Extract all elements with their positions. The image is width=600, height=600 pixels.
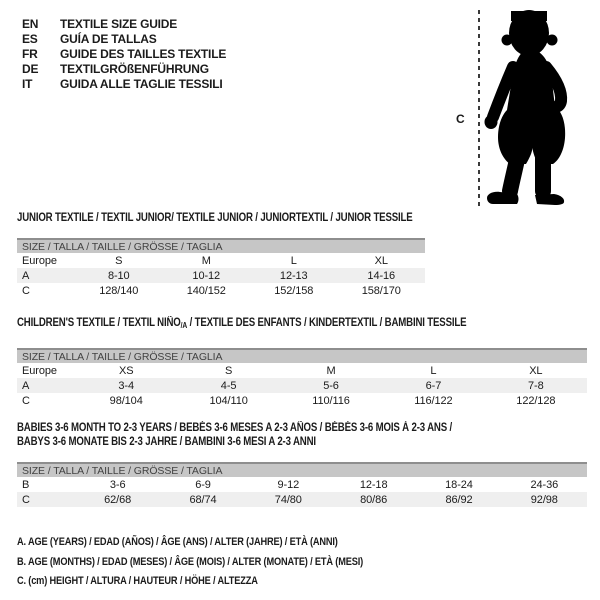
size-value-cell: L (290, 254, 297, 267)
size-value-cell: 104/110 (209, 394, 248, 407)
height-measure-label: C (456, 112, 465, 126)
size-value-cell: 80/86 (360, 493, 388, 506)
size-header-bar: SIZE / TALLA / TAILLE / GRÖSSE / TAGLIA (17, 238, 425, 253)
language-title: TEXTILGRÖßENFÜHRUNG (60, 61, 209, 76)
size-value-cell: XS (118, 364, 134, 377)
babies-size-table (17, 462, 587, 507)
size-value-cell: 3-6 (109, 478, 126, 491)
language-code: ES (22, 31, 38, 46)
footnote-b: B. AGE (MONTHS) / EDAD (MESES) / ÂGE (MOIS) / ALTER (MONATE) / ETÀ (MESI) (17, 555, 364, 568)
height-dashed-line (478, 10, 480, 207)
size-value-cell: XL (374, 254, 388, 267)
size-value-cell: XL (529, 364, 543, 377)
size-value-cell: 24-36 (530, 478, 559, 491)
size-value-cell: 140/152 (186, 284, 226, 297)
size-value-cell: 86/92 (445, 493, 473, 506)
row-label: B (22, 478, 30, 491)
table-row-europe (17, 253, 425, 268)
language-legend (22, 16, 226, 91)
junior-size-table (17, 238, 425, 298)
language-title: TEXTILE SIZE GUIDE (60, 16, 178, 31)
size-value-cell: 7-8 (528, 379, 544, 392)
table-row-height (17, 283, 425, 298)
table-row-age (17, 378, 587, 393)
table-row-height (17, 393, 587, 408)
size-value-cell: 68/74 (189, 493, 217, 506)
size-value-cell: 128/140 (99, 284, 139, 297)
language-title: GUIDA ALLE TAGLIE TESSILI (60, 76, 223, 91)
table-row-height (17, 492, 587, 507)
language-row-es (22, 31, 226, 46)
size-value-cell: 6-9 (195, 478, 211, 491)
language-code: EN (22, 16, 39, 31)
size-value-cell: 152/158 (274, 284, 314, 297)
size-value-cell: 62/68 (104, 493, 132, 506)
size-value-cell: 18-24 (445, 478, 473, 491)
size-value-cell: M (326, 364, 336, 377)
size-value-cell: S (224, 364, 233, 377)
size-value-cell: 116/122 (414, 394, 453, 407)
row-label: Europe (22, 254, 57, 267)
section-title-babies: BABIES 3-6 MONTH TO 2-3 YEARS / BEBÉS 3-6 MESES A 2-3 AÑOS / BÉBÉS 3-6 MOIS À 2-3 ANS / BABYS 3-6 MONATE BIS 2-3 JAHRE / BAMBINI 3-6 MESI A 2-3 ANNI (17, 422, 453, 448)
row-label: C (22, 394, 30, 407)
size-value-cell: 122/128 (516, 394, 556, 407)
size-value-cell: 9-12 (277, 478, 300, 491)
row-label: A (22, 269, 30, 282)
size-value-cell: 4-5 (220, 379, 237, 392)
table-row-age (17, 268, 425, 283)
language-title: GUÍA DE TALLAS (60, 31, 157, 46)
size-value-cell: 5-6 (323, 379, 339, 392)
footnote-a: A. AGE (YEARS) / EDAD (AÑOS) / ÂGE (ANS) / ALTER (JAHRE) / ETÀ (ANNI) (17, 536, 338, 548)
size-value-cell: 8-10 (107, 269, 130, 282)
children-size-table (17, 348, 587, 408)
row-label: A (22, 379, 30, 392)
section-title-children: CHILDREN'S TEXTILE / TEXTIL NIÑO/A / TEXTILE DES ENFANTS / KINDERTEXTIL / BAMBINI TESSILE (17, 317, 467, 330)
size-value-cell: 98/104 (109, 394, 143, 407)
baby-silhouette-icon (484, 7, 586, 207)
row-label: C (22, 284, 30, 297)
size-value-cell: 14-16 (367, 269, 396, 282)
size-value-cell: 12-18 (359, 478, 388, 491)
language-row-de (22, 61, 226, 76)
size-value-cell: M (201, 254, 211, 267)
size-value-cell: 10-12 (192, 269, 221, 282)
language-code: DE (22, 61, 39, 76)
language-row-fr (22, 46, 226, 61)
size-value-cell: 92/98 (530, 493, 558, 506)
row-label: C (22, 493, 30, 506)
language-code: IT (22, 76, 33, 91)
section-title-junior: JUNIOR TEXTILE / TEXTIL JUNIOR/ TEXTILE JUNIOR / JUNIORTEXTIL / JUNIOR TESSILE (17, 212, 413, 224)
language-row-it (22, 76, 226, 91)
size-value-cell: 3-4 (118, 379, 134, 392)
table-row-europe (17, 363, 587, 378)
subscript-a: /A (180, 321, 188, 330)
language-row-en (22, 16, 226, 31)
size-header-bar: SIZE / TALLA / TAILLE / GRÖSSE / TAGLIA (17, 348, 587, 363)
size-header-bar: SIZE / TALLA / TAILLE / GRÖSSE / TAGLIA (17, 462, 587, 477)
size-value-cell: 74/80 (274, 493, 302, 506)
language-title: GUIDE DES TAILLES TEXTILE (60, 46, 227, 61)
size-value-cell: 6-7 (425, 379, 442, 392)
size-value-cell: L (430, 364, 437, 377)
footnotes (17, 536, 429, 595)
size-value-cell: 110/116 (312, 394, 350, 407)
size-value-cell: 12-13 (279, 269, 308, 282)
size-value-cell: 158/170 (361, 284, 401, 297)
size-value-cell: S (115, 254, 123, 267)
language-code: FR (22, 46, 38, 61)
footnote-c: C. (cm) HEIGHT / ALTURA / HAUTEUR / HÖHE / ALTEZZA (17, 575, 258, 587)
table-row-months (17, 477, 587, 492)
row-label: Europe (22, 364, 57, 377)
